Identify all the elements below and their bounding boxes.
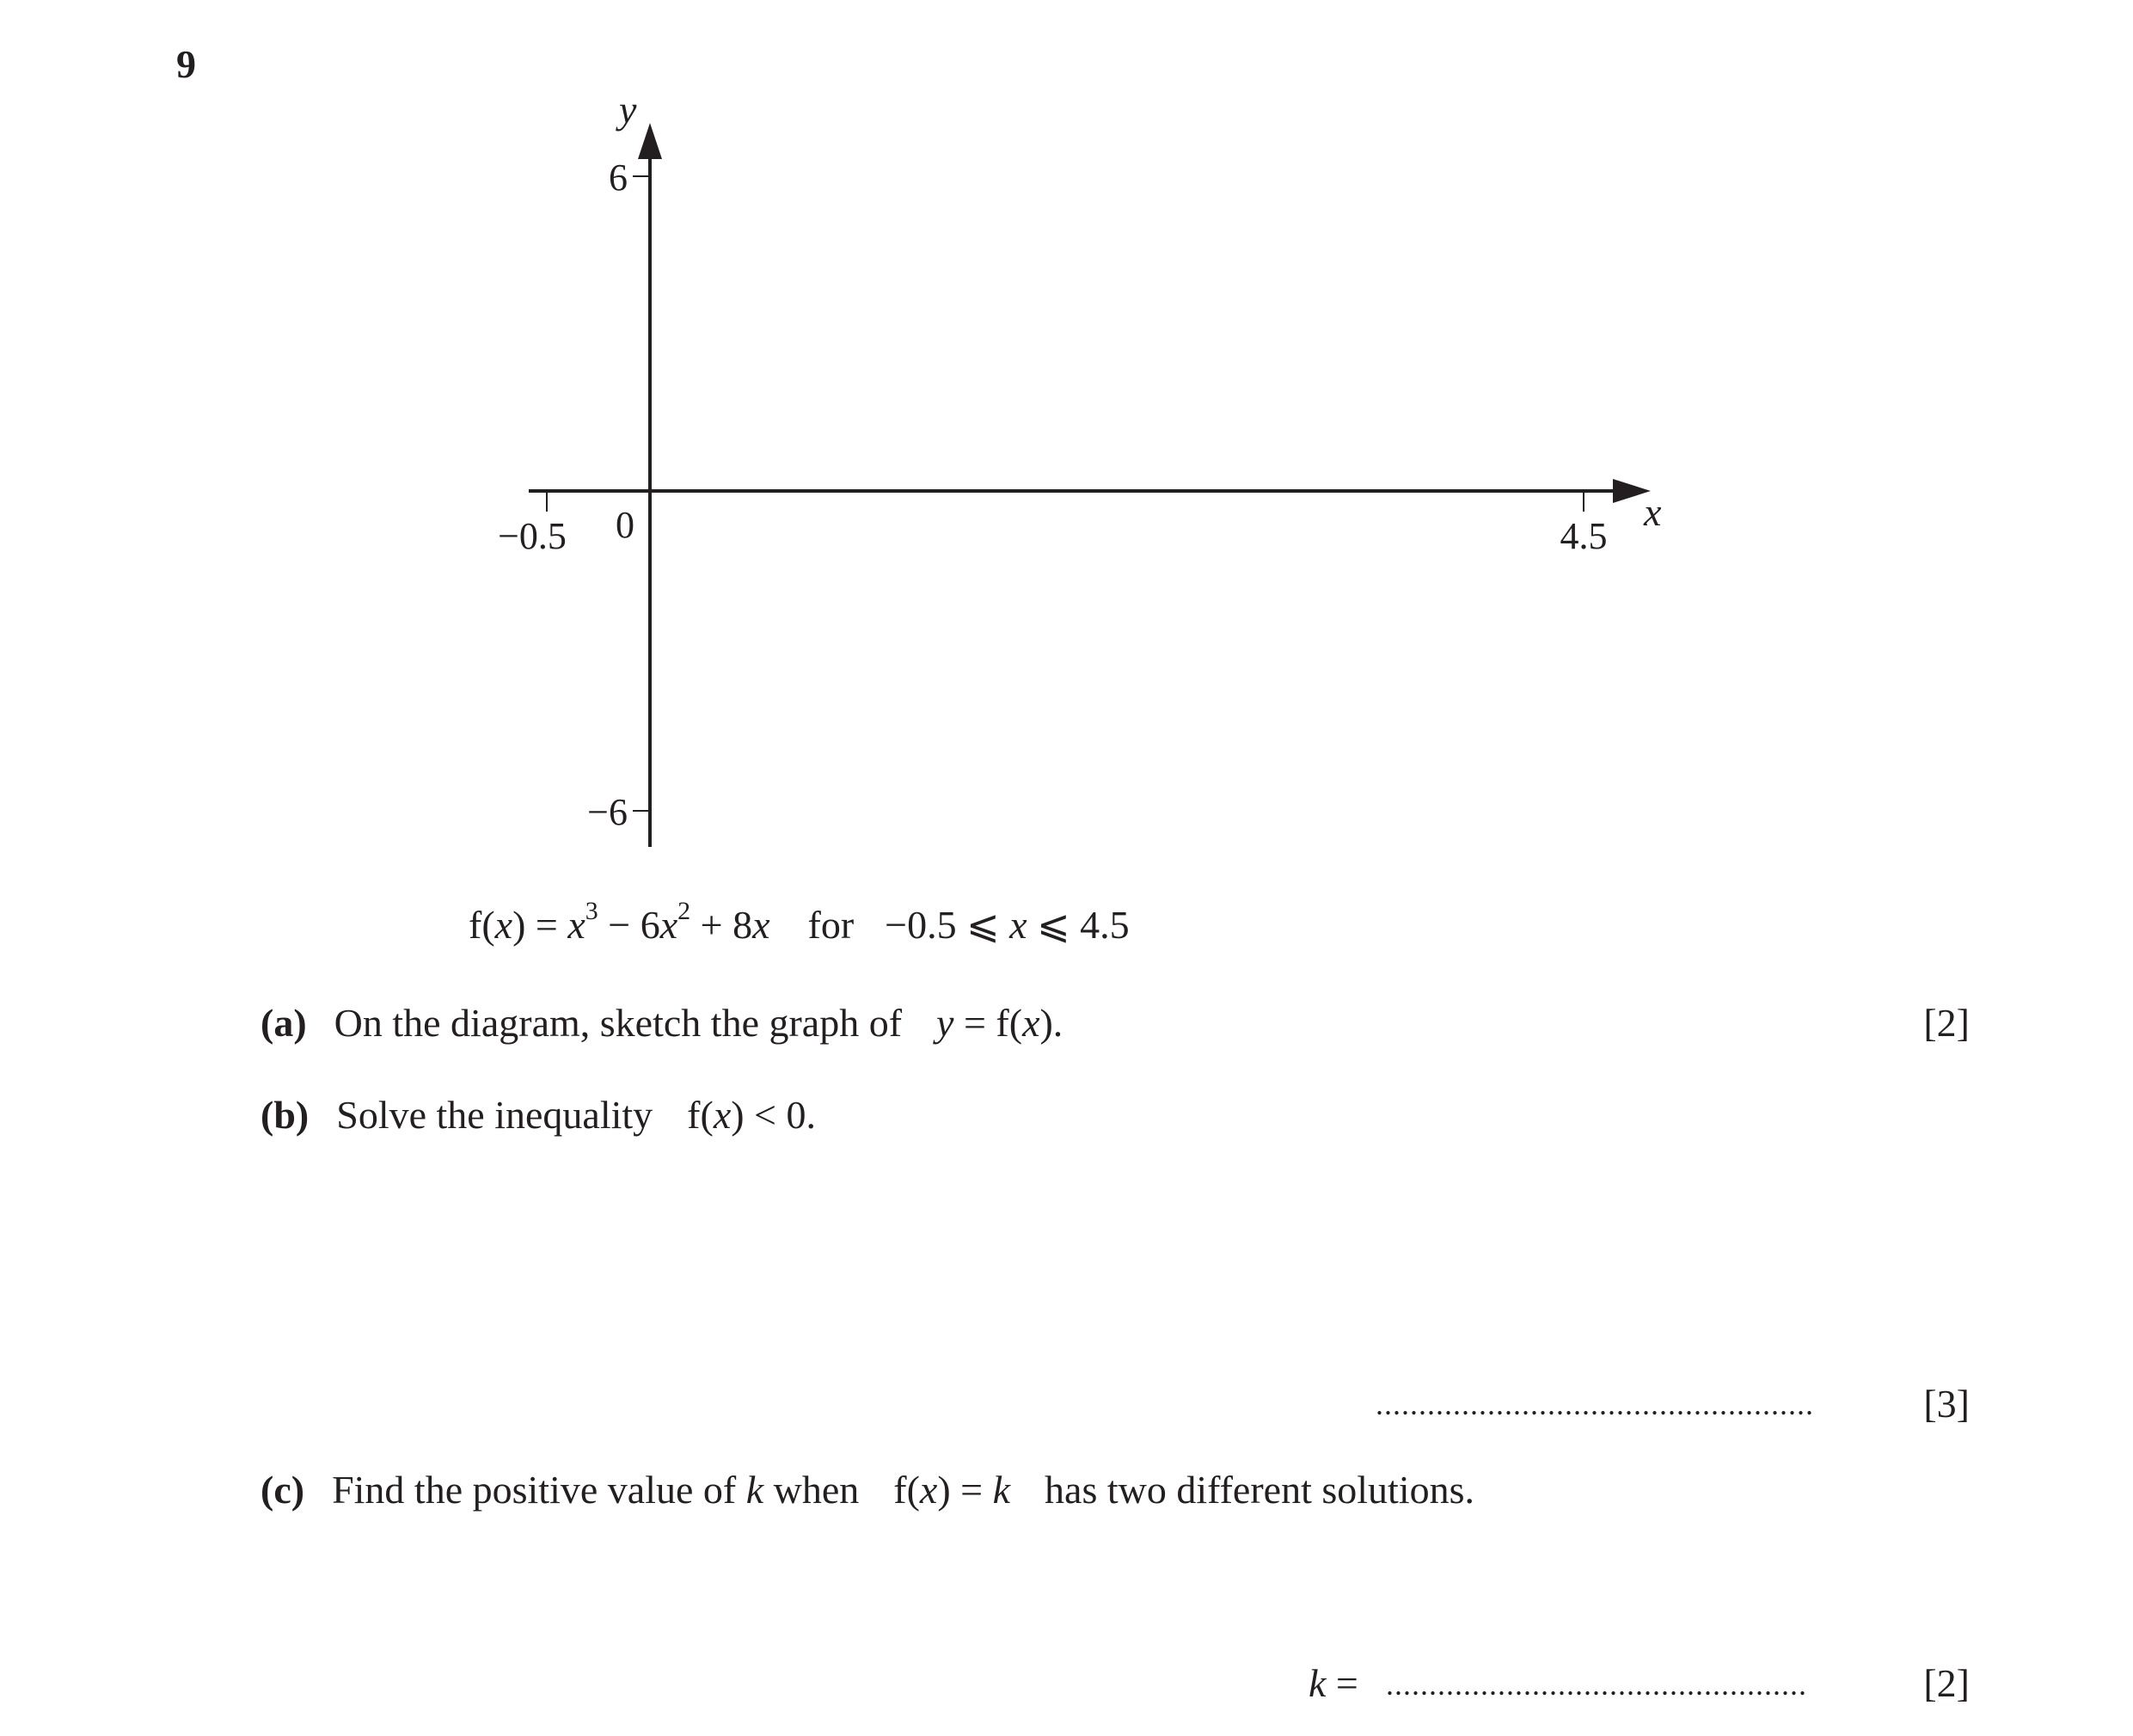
origin-label: 0 [616,504,634,546]
part-c [260,1467,1474,1512]
part-c-eq-k: k [992,1468,1011,1512]
part-c-eq-mid: ) = [937,1468,993,1512]
part-a-letter: (a) [260,1001,307,1045]
y-axis-arrowhead [638,123,662,159]
func-exp1: 3 [585,897,598,925]
func-term3-var: x [752,903,770,947]
part-a-eq-var: y [936,1001,954,1045]
part-a-eq-mid: = f( [953,1001,1023,1045]
part-b-answer-field[interactable]: ................................................... [1376,1387,1814,1421]
part-c-text-end: has two different solutions. [1045,1468,1475,1512]
part-c-answer-field[interactable]: ................................................. [1386,1667,1807,1702]
part-a-text: On the diagram, sketch the graph of [334,1001,903,1045]
question-number: 9 [176,42,196,86]
part-a-eq-end: ). [1039,1001,1063,1045]
x-axis-label: x [1644,490,1662,534]
part-a-eq-var2: x [1022,1001,1040,1045]
function-definition [469,897,1130,948]
part-c-answer-label [1309,1660,1358,1706]
part-c-eq-start: f( [893,1468,920,1512]
part-b-marks: [3] [1923,1382,1970,1426]
part-c-text-mid: when [763,1468,860,1512]
func-term3: + 8 [690,903,753,947]
func-term2: − 6 [598,903,660,947]
part-c-k: k [745,1468,764,1512]
func-lhs: f( [469,903,495,947]
part-c-marks: [2] [1923,1661,1970,1705]
func-exp2: 2 [677,897,691,925]
part-c-letter: (c) [260,1468,305,1512]
y-tick-label-neg-6: −6 [587,791,628,833]
part-a [260,1000,1063,1046]
func-domain-var: x [1009,903,1027,947]
func-term2-var: x [659,903,678,947]
part-b [260,1092,816,1138]
func-domain-left: −0.5 ⩽ [885,903,1010,947]
func-var: x [494,903,513,947]
part-b-letter: (b) [260,1093,310,1137]
y-tick-label-6: 6 [609,156,628,199]
func-term1: x [567,903,585,947]
func-eq: ) = [512,903,568,947]
x-tick-label-4-5: 4.5 [1560,515,1608,557]
func-domain-right: ⩽ 4.5 [1027,903,1130,947]
part-c-eq-var: x [919,1468,938,1512]
part-c-answer-label-eq: = [1326,1661,1358,1705]
part-b-eq-var: x [713,1093,732,1137]
func-for: for [807,903,855,947]
part-c-answer-label-var: k [1309,1661,1327,1705]
part-b-eq-end: ) < 0. [731,1093,816,1137]
x-tick-label-neg-0-5: −0.5 [498,515,567,557]
part-b-eq-start: f( [687,1093,714,1137]
part-a-marks: [2] [1923,1001,1970,1045]
part-c-text-start: Find the positive value of [332,1468,746,1512]
y-axis-label: y [619,88,637,132]
part-b-text: Solve the inequality [336,1093,653,1137]
